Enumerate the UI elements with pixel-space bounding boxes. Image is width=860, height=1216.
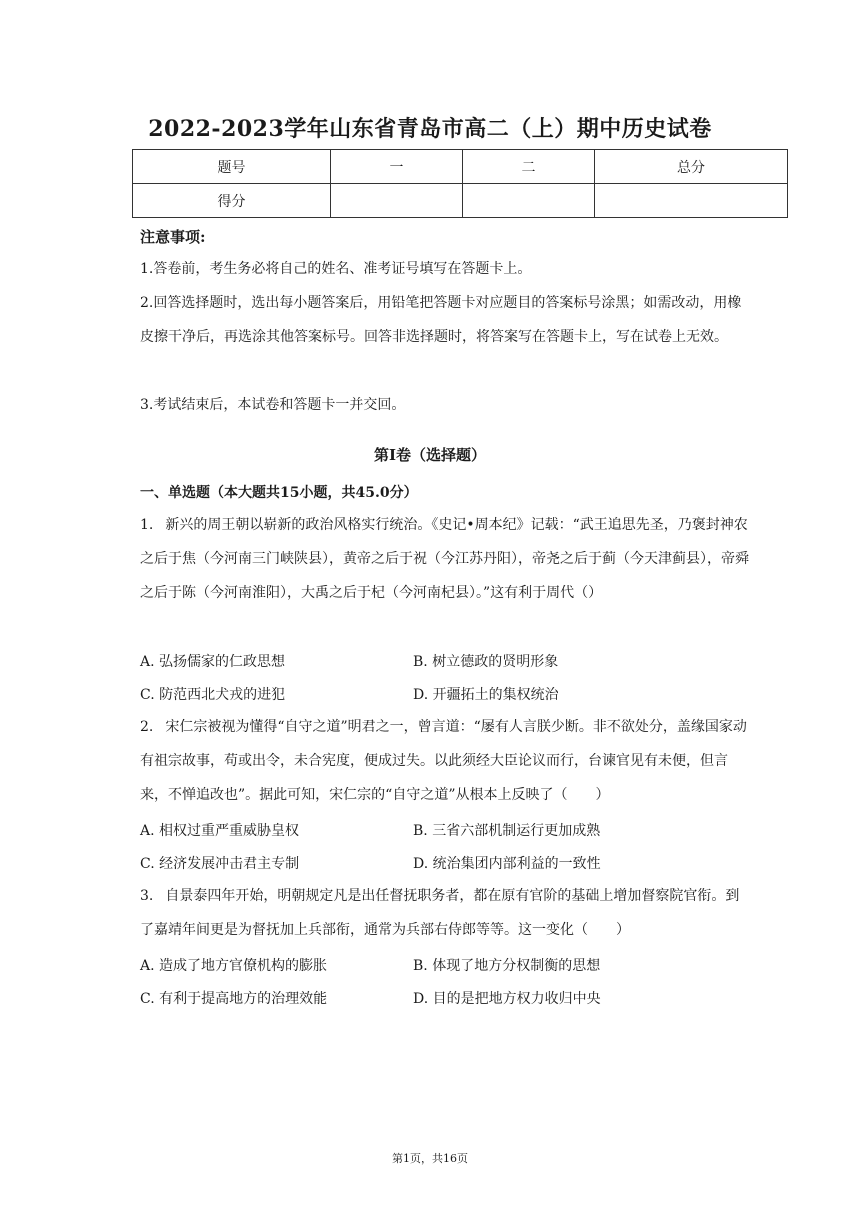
question-3 <box>140 879 750 947</box>
score-table <box>132 149 788 218</box>
question-text: 宋仁宗被视为懂得“自守之道”明君之一，曾言道：“屡有人言朕少断。非不欲处分，盖缘国家动有祖宗故事，苟或出令，未合宪度，便成过失。以此须经大臣论议而行，台谏官见有未便，但言来，不惮追改也”。据此可知，宋仁宗的“自守之道”从根本上反映了（ ） <box>140 719 747 803</box>
question-2 <box>140 710 750 812</box>
option-a: A. 造成了地方官僚机构的膨胀 <box>140 958 328 974</box>
question-text: 新兴的周王朝以崭新的政治风格实行统治。《史记•周本纪》记载：“武王追思先圣，乃褒封神农之后于焦（今河南三门峡陕县），黄帝之后于祝（今江苏丹阳），帝尧之后于蓟（今天津蓟县），帝舜之后于陈（今河南淮阳），大禹之后于杞（今河南杞县）。”这有利于周代（） <box>140 517 749 601</box>
question-number: 3. <box>140 888 154 904</box>
question-1 <box>140 508 750 610</box>
table-cell: 二 <box>463 150 595 184</box>
table-cell <box>595 184 788 218</box>
option-a: A. 相权过重严重威胁皇权 <box>140 823 300 839</box>
question-number: 2. <box>140 719 154 735</box>
table-cell: 总分 <box>595 150 788 184</box>
table-row <box>133 184 788 218</box>
question-text: 自景泰四年开始，明朝规定凡是出任督抚职务者，都在原有官阶的基础上增加督察院官衔。到了嘉靖年间更是为督抚加上兵部衔，通常为兵部右侍郎等等。这一变化（ ） <box>140 888 740 938</box>
table-cell: 题号 <box>133 150 331 184</box>
question-number: 1. <box>140 517 154 533</box>
table-cell: 一 <box>331 150 463 184</box>
option-c: C. 防范西北犬戎的进犯 <box>140 687 286 703</box>
page-footer: 第1页，共16页 <box>392 1152 468 1165</box>
table-cell <box>331 184 463 218</box>
note-item: 3.考试结束后，本试卷和答题卡一并交回。 <box>140 397 406 413</box>
note-item: 1.答卷前，考生务必将自己的姓名、准考证号填写在答题卡上。 <box>140 261 532 277</box>
option-a: A. 弘扬儒家的仁政思想 <box>140 654 286 670</box>
option-b: B. 树立德政的贤明形象 <box>413 654 559 670</box>
option-b: B. 三省六部机制运行更加成熟 <box>413 823 601 839</box>
table-cell <box>463 184 595 218</box>
exam-title: 2022-2023学年山东省青岛市高二（上）期中历史试卷 <box>148 116 712 142</box>
option-d: D. 开疆拓土的集权统治 <box>413 687 559 703</box>
table-row <box>133 150 788 184</box>
option-c: C. 经济发展冲击君主专制 <box>140 856 300 872</box>
option-c: C. 有利于提高地方的治理效能 <box>140 991 328 1007</box>
notes-title: 注意事项: <box>140 228 206 246</box>
option-b: B. 体现了地方分权制衡的思想 <box>413 958 601 974</box>
option-d: D. 统治集团内部利益的一致性 <box>413 856 601 872</box>
section-title: 第I卷（选择题） <box>373 446 487 464</box>
note-item: 2.回答选择题时，选出每小题答案后，用铅笔把答题卡对应题目的答案标号涂黑；如需改动，用橡皮擦干净后，再选涂其他答案标号。回答非选择题时，将答案写在答题卡上，写在试卷上无效。 <box>140 295 742 345</box>
part-title: 一、单选题（本大题共15小题，共45.0分） <box>140 485 418 501</box>
table-cell: 得分 <box>133 184 331 218</box>
option-d: D. 目的是把地方权力收归中央 <box>413 991 601 1007</box>
